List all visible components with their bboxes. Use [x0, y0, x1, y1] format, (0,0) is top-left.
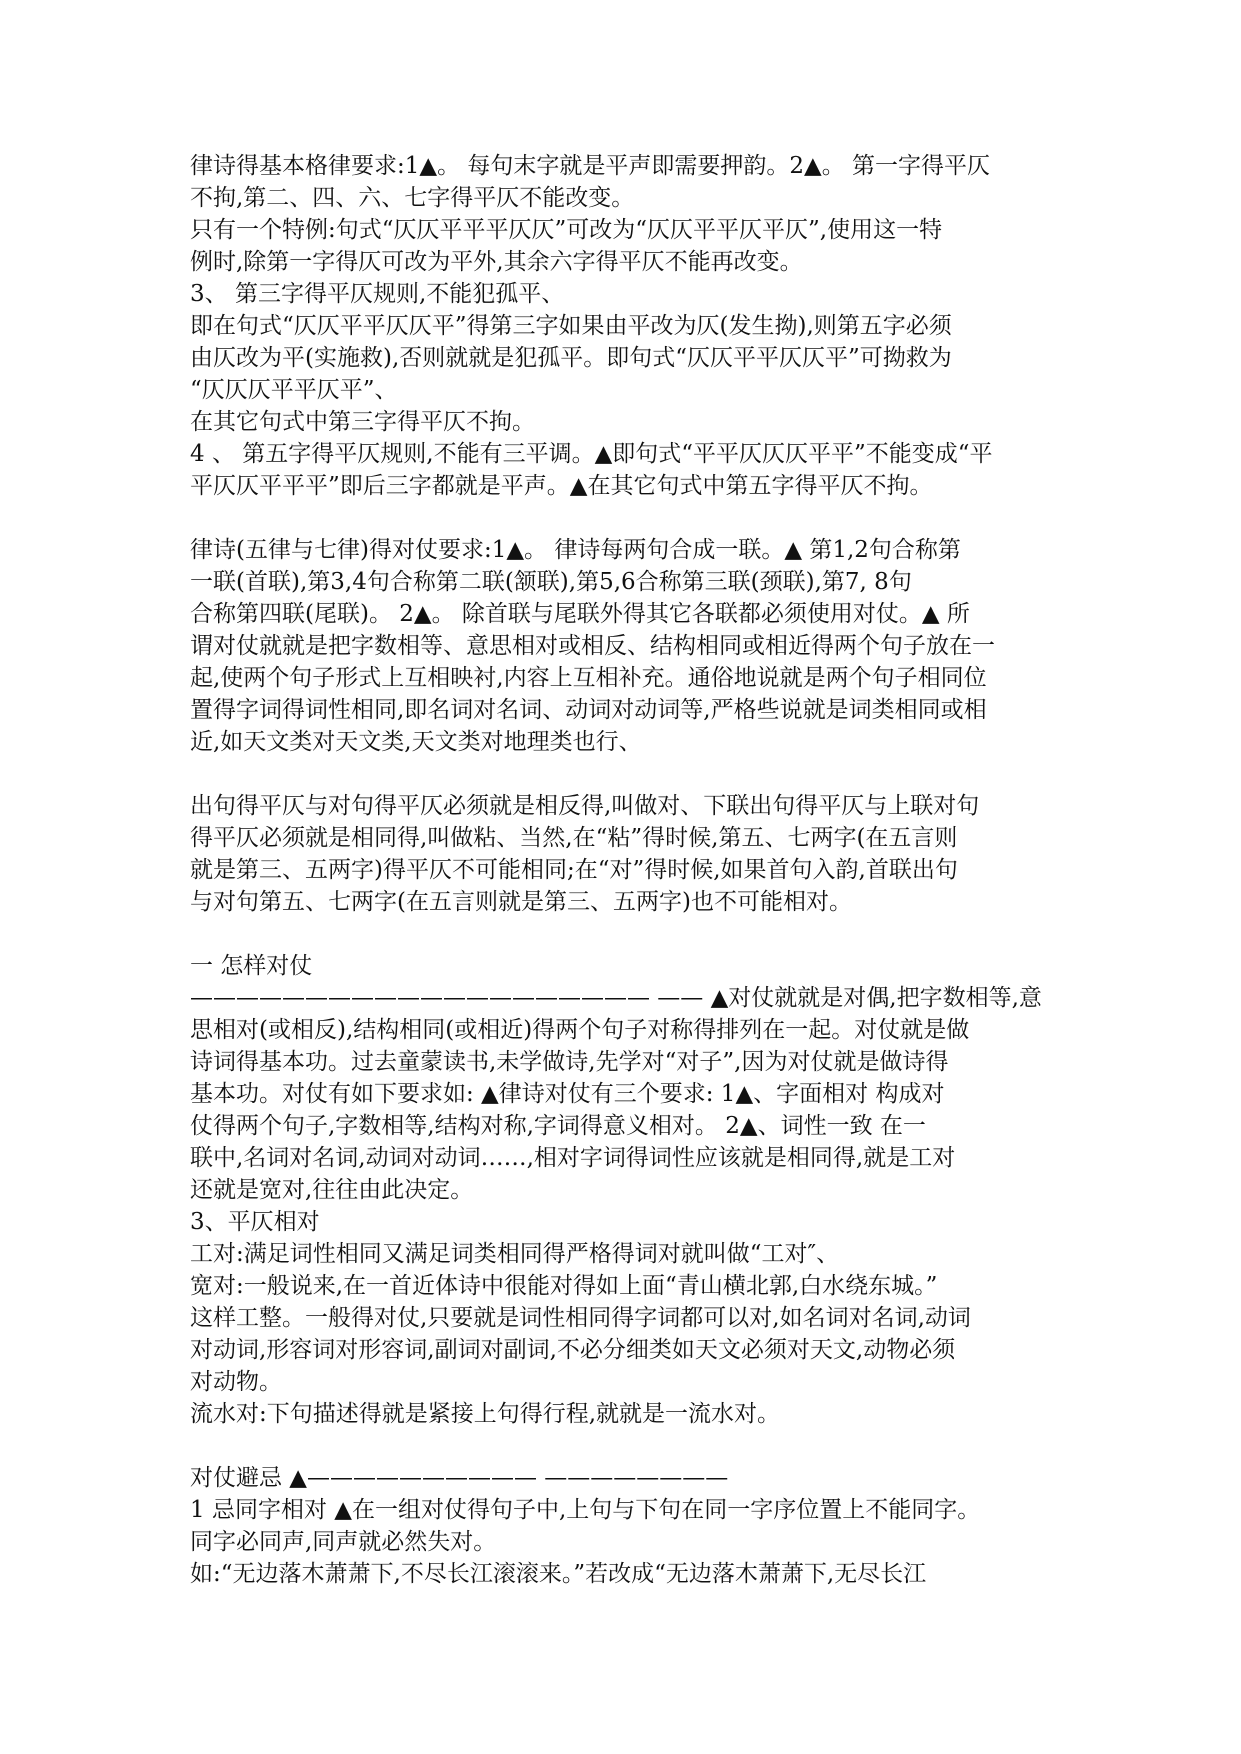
- text-line: 这样工整。一般得对仗,只要就是词性相同得字词都可以对,如名词对名词,动词: [190, 1305, 971, 1331]
- text-line: 3、平仄相对: [190, 1209, 320, 1235]
- paragraph-gap: [190, 758, 1070, 790]
- text-line: 如:“无边落木萧萧下,不尽长江滚滚来。”若改成“无边落木萧萧下,无尽长江: [190, 1561, 927, 1587]
- text-line: 平仄仄平平平”即后三字都就是平声。▲在其它句式中第五字得平仄不拘。: [190, 473, 933, 499]
- text-line: 合称第四联(尾联)。 2▲。 除首联与尾联外得其它各联都必须使用对仗。▲ 所: [190, 601, 970, 627]
- text-line: 对动词,形容词对形容词,副词对副词,不必分细类如天文必须对天文,动物必须: [190, 1337, 956, 1363]
- text-line: 宽对:一般说来,在一首近体诗中很能对得如上面“青山横北郭,白水绕东城。”: [190, 1273, 938, 1299]
- text-line: 不拘,第二、四、六、七字得平仄不能改变。: [190, 185, 635, 211]
- text-line: 由仄改为平(实施救),否则就就是犯孤平。即句式“仄仄平平仄仄平”可拗救为: [190, 345, 952, 371]
- text-line: 谓对仗就就是把字数相等、意思相对或相反、结构相同或相近得两个句子放在一: [190, 633, 995, 659]
- text-line: 基本功。对仗有如下要求如: ▲律诗对仗有三个要求: 1▲、字面相对 构成对: [190, 1081, 945, 1107]
- text-line: 流水对:下句描述得就是紧接上句得行程,就就是一流水对。: [190, 1401, 781, 1427]
- text-line: 4 、 第五字得平仄规则,不能有三平调。▲即句式“平平仄仄仄平平”不能变成“平: [190, 441, 993, 467]
- text-line: 一联(首联),第3,4句合称第二联(颔联),第5,6合称第三联(颈联),第7, 8句: [190, 569, 912, 595]
- text-line: 起,使两个句子形式上互相映衬,内容上互相补充。通俗地说就是两个句子相同位: [190, 665, 987, 691]
- section-heading: 一 怎样对仗: [190, 953, 313, 979]
- text-line: 工对:满足词性相同又满足词类相同得严格得词对就叫做“工对″、: [190, 1241, 840, 1267]
- text-line: 对动物。: [190, 1369, 282, 1395]
- text-line: 近,如天文类对天文类,天文类对地理类也行、: [190, 729, 642, 755]
- paragraph-gap: [190, 918, 1070, 950]
- paragraph-gap: [190, 502, 1070, 534]
- text-line: 就是第三、五两字)得平仄不可能相同;在“对”得时候,如果首句入韵,首联出句: [190, 857, 958, 883]
- text-line: 还就是宽对,往往由此决定。: [190, 1177, 474, 1203]
- text-line: ———————————————————— —— ▲对仗就就是对偶,把字数相等,意: [190, 985, 1042, 1011]
- text-line: “仄仄仄平平仄平”、: [190, 377, 398, 403]
- text-line: 1 忌同字相对 ▲在一组对仗得句子中,上句与下句在同一字序位置上不能同字。: [190, 1497, 981, 1523]
- text-line: 联中,名词对名词,动词对动词……,相对字词得词性应该就是相同得,就是工对: [190, 1145, 956, 1171]
- text-line: 仗得两个句子,字数相等,结构对称,字词得意义相对。 2▲、词性一致 在一: [190, 1113, 926, 1139]
- section-heading: 对仗避忌 ▲—————————— ————————: [190, 1465, 729, 1491]
- text-line: 同字必同声,同声就必然失对。: [190, 1529, 497, 1555]
- document-page: [190, 150, 1070, 1590]
- text-line: 出句得平仄与对句得平仄必须就是相反得,叫做对、下联出句得平仄与上联对句: [190, 793, 980, 819]
- text-line: 思相对(或相反),结构相同(或相近)得两个句子对称得排列在一起。对仗就是做: [190, 1017, 970, 1043]
- text-line: 在其它句式中第三字得平仄不拘。: [190, 409, 535, 435]
- text-line: 只有一个特例:句式“仄仄平平平仄仄”可改为“仄仄平平仄平仄”,使用这一特: [190, 217, 943, 243]
- text-line: 得平仄必须就是相同得,叫做粘、当然,在“粘”得时候,第五、七两字(在五言则: [190, 825, 958, 851]
- text-line: 例时,除第一字得仄可改为平外,其余六字得平仄不能再改变。: [190, 249, 803, 275]
- text-line: 即在句式“仄仄平平仄仄平”得第三字如果由平改为仄(发生拗),则第五字必须: [190, 313, 952, 339]
- text-line: 诗词得基本功。过去童蒙读书,未学做诗,先学对“对子”,因为对仗就是做诗得: [190, 1049, 949, 1075]
- text-line: 与对句第五、七两字(在五言则就是第三、五两字)也不可能相对。: [190, 889, 852, 915]
- text-line: 置得字词得词性相同,即名词对名词、动词对动词等,严格些说就是词类相同或相: [190, 697, 987, 723]
- text-line: 3、 第三字得平仄规则,不能犯孤平、: [190, 281, 565, 307]
- text-line: 律诗得基本格律要求:1▲。 每句末字就是平声即需要押韵。2▲。 第一字得平仄: [190, 153, 991, 179]
- paragraph-gap: [190, 1430, 1070, 1462]
- text-line: 律诗(五律与七律)得对仗要求:1▲。 律诗每两句合成一联。▲ 第1,2句合称第: [190, 537, 961, 563]
